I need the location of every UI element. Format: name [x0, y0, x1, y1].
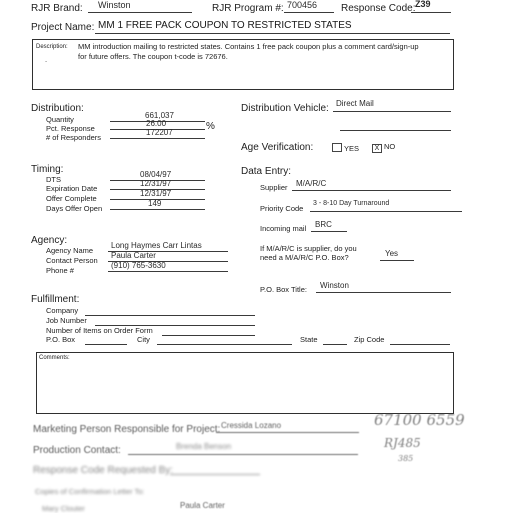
age-yes-text: YES — [344, 144, 360, 153]
quantity-label: Quantity — [46, 115, 74, 124]
quantity-value: 661,037 — [145, 111, 174, 120]
timing-heading: Timing: — [31, 164, 64, 175]
pobox-answer: Yes — [385, 249, 399, 258]
expiration-label: Expiration Date — [46, 184, 98, 193]
responders-value: 172207 — [146, 128, 173, 137]
age-yes-option[interactable] — [332, 143, 359, 153]
description-line2: for future offers. The coupon t-code is 72676. — [78, 52, 228, 61]
description-line1: MM introduction mailing to restricted states. Contains 1 free pack coupon plus a comment card/sign-up — [78, 42, 419, 51]
pobox-title-label: P.O. Box Title: — [260, 285, 307, 294]
pobox-title-value: Winston — [320, 281, 349, 290]
requested-by-label: Response Code Requested By: — [33, 465, 174, 476]
days-open-label: Days Offer Open — [46, 204, 103, 213]
age-yes-checkbox[interactable] — [332, 143, 342, 152]
description-box: Description: MM introduction mailing to restricted states. Contains 1 free pack coupon plus a comment card/sign-up for future offers. The coupon t-code is 72676. . — [32, 39, 454, 90]
phone-label: Phone # — [46, 266, 74, 275]
response-code-label: Response Code: — [341, 3, 416, 14]
marketing-person-value: Cressida Lozano — [221, 421, 282, 430]
dts-label: DTS — [46, 175, 61, 184]
handwritten-number: 67100 6559 — [374, 411, 465, 429]
marketing-person-label: Marketing Person Responsible for Project: — [33, 424, 221, 435]
age-no-checkbox[interactable]: X — [372, 144, 382, 153]
handwritten-code-small: 385 — [398, 454, 414, 463]
incoming-mail-label: Incoming mail — [260, 224, 307, 233]
phone-value: (910) 765-3630 — [111, 261, 166, 270]
pobox-question-line1: If M/A/R/C is supplier, do you — [260, 244, 357, 253]
supplier-label: Supplier — [260, 183, 288, 192]
brand-label: RJR Brand: — [31, 3, 83, 14]
job-number-label: Job Number — [46, 316, 87, 325]
offer-complete-value: 12/31/97 — [140, 189, 172, 198]
brand-value: Winston — [98, 0, 131, 10]
priority-value: 3 - 8-10 Day Turnaround — [313, 200, 390, 207]
age-no-text: NO — [384, 142, 396, 151]
project-name-label: Project Name: — [31, 22, 95, 33]
incoming-mail-value: BRC — [315, 220, 332, 229]
age-verification-label: Age Verification: — [241, 142, 314, 153]
vehicle-label: Distribution Vehicle: — [241, 103, 329, 114]
contact-person-value: Paula Carter — [111, 251, 156, 260]
copies-label: Copies of Confirmation Letter To: — [35, 487, 145, 496]
priority-label: Priority Code — [260, 204, 304, 213]
project-name-value: MM 1 FREE PACK COUPON TO RESTRICTED STATES — [98, 20, 352, 31]
items-label: Number of Items on Order Form — [46, 326, 153, 335]
distribution-heading: Distribution: — [31, 103, 84, 114]
pct-response-value: 26.00 — [146, 119, 167, 128]
comments-box — [36, 352, 454, 414]
pct-response-label: Pct. Response — [46, 124, 95, 133]
program-label: RJR Program #: — [212, 3, 284, 14]
comments-label: Comments: — [39, 355, 70, 361]
agency-name-label: Agency Name — [46, 246, 94, 255]
days-open-value: 149 — [148, 199, 162, 208]
production-contact-label: Production Contact: — [33, 445, 121, 456]
contact-person-label: Contact Person — [46, 256, 98, 265]
copy-recipient-2: Paula Carter — [180, 501, 225, 510]
program-value: 700456 — [287, 0, 318, 10]
fulfillment-heading: Fulfillment: — [31, 294, 80, 305]
data-entry-heading: Data Entry: — [241, 166, 292, 177]
company-label: Company — [46, 306, 79, 315]
handwritten-code: RJ485 — [384, 436, 421, 450]
dts-value: 08/04/97 — [140, 170, 172, 179]
response-code-value: Z39 — [415, 0, 431, 9]
expiration-value: 12/31/97 — [140, 179, 172, 188]
description-label: Description: — [36, 44, 68, 50]
agency-heading: Agency: — [31, 235, 68, 246]
copy-recipient-1: Mary Clouter — [42, 504, 85, 513]
pobox-question-line2: need a M/A/R/C P.O. Box? — [260, 253, 349, 262]
responders-label: # of Responders — [46, 133, 102, 142]
agency-name-value: Long Haymes Carr Lintas — [111, 241, 202, 250]
fulfillment-pobox-label: P.O. Box — [46, 335, 76, 344]
zip-label: Zip Code — [354, 335, 385, 344]
pct-unit: % — [206, 121, 215, 132]
age-no-option[interactable] — [372, 143, 395, 153]
state-label: State — [300, 335, 318, 344]
offer-complete-label: Offer Complete — [46, 194, 97, 203]
production-contact-value: Brenda Benson — [176, 442, 232, 451]
supplier-value: M/A/R/C — [296, 179, 327, 188]
city-label: City — [137, 335, 150, 344]
vehicle-value: Direct Mail — [336, 99, 374, 108]
